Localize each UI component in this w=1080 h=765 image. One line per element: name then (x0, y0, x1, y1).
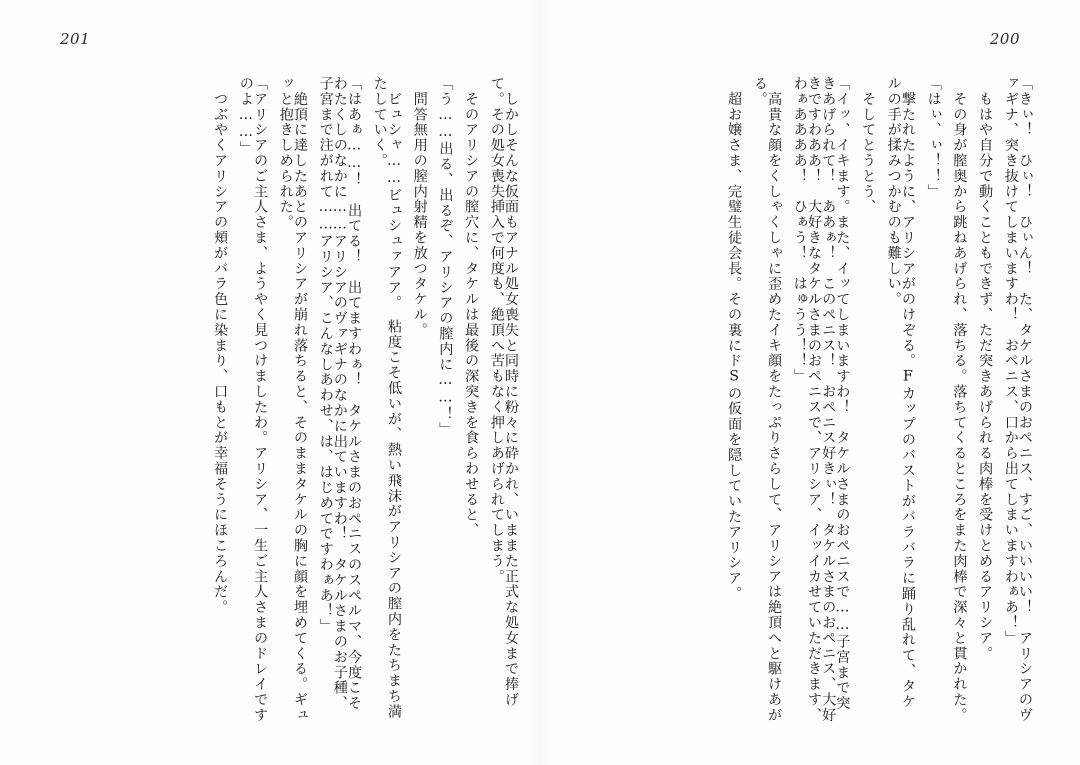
text-column: その身が膣奥から跳ねあげられ、落ちる。落ちてくるところをまた肉棒で深々と貫かれた。 (951, 76, 968, 723)
page-number-left: 201 (60, 30, 91, 48)
text-column: 「イッ、イキます。また、イッてしまいますわ！ タケルさまのおペニスで……子宮まで突きあげられて！ ああぁ！ このペニス！ おペニス好きぃ！ タケルさまのおペニス、大好きですわああ！ 大好きなタケルさまのおペニスで、アリシア、イッイカせていただきます、わぁああああ！ ひぁう！ はゅうう！！」 (791, 76, 851, 723)
right-page-text-block (562, 62, 1032, 722)
text-column: 「う……出る、出るぞ、アリシアの膣内に……！」 (437, 76, 454, 438)
text-column: 撃たれたように、アリシアがのけぞる。Fカップのバストがバラバラに踊り乱れて、タケルの手が揉みつかむのも難しい。 (885, 76, 916, 710)
text-column: 問答無用の膣内射精を放つタケル。 (411, 76, 428, 338)
text-column: そしてとうとう、 (860, 76, 877, 215)
text-column: つぶやくアリシアの頬がバラ色に染まり、口もとが幸福そうにほころんだ。 (212, 76, 229, 615)
text-column: 「きぃ！ ひぃ！ ひぃん！ た、タケルさまのおペニス、すご、いいいい！ アリシアのヴァギナ、突き抜けてしまいますわ！ おペニス、口から出てしまいますわぁあ！」 (1002, 76, 1033, 723)
text-column: 「アリシアのご主人さま、ようやく見つけましたわ。アリシア、一生ご主人さまのドレイですのよ……」 (237, 76, 269, 723)
text-column: そのアリシアの膣穴に、タケルは最後の深突きを食らわせると、 (463, 76, 480, 538)
text-column: 絶頂に達したあとのアリシアが崩れ落ちると、そのままタケルの胸に顔を埋めてくる。ギュッと抱きしめられた。 (277, 76, 308, 723)
left-page-text-block (48, 62, 518, 722)
page-number-right: 200 (989, 30, 1020, 48)
text-column: もはや自分で動くこともできず、ただ突きあげられる肉棒を受けとめるアリシア。 (977, 76, 994, 662)
text-column: 高貴な顔をくしゃくしゃに歪めたイキ顔をたっぷりさらして、アリシアは絶頂へと駆けあがる。 (751, 76, 783, 723)
text-column: ビュシャ……ビュシュァアア。 粘度こそ低いが、熱い飛沫がアリシアの膣内をたちまち満たしていく。 (371, 76, 402, 720)
text-column: 超お嬢さま、完璧生徒会長。その裏にドSの仮面を隠していたアリシア。 (726, 76, 743, 602)
text-column: しかしそんな仮面もアナル処女喪失と同時に粉々に砕かれ、いままた正式な処女まで捧げて。その処女喪失挿入で何度も、絶頂へ苦もなく押しあげられてしまう。 (488, 76, 519, 708)
text-column: 「はぃ、ぃ！！」 (925, 76, 942, 200)
text-column: 「はあぁ……！ 出てる！ 出てますわぁ！ タケルさまのおペニスのスペルマ、今度こそわたくしのなかに……アリシアのヴァギナのなかに出ていますわ！ タケルさまのお子種、子宮まで注がれて……アリシア、こんなしあわせ、は、はじめてですわぁあ！」 (317, 76, 363, 711)
page-gutter-shadow (532, 0, 548, 765)
